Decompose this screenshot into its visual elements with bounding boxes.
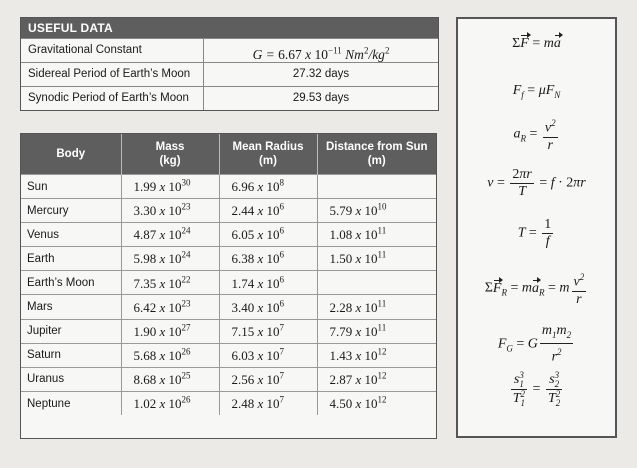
table-row [21,223,436,247]
column-header: Distance from Sun (m) [317,134,436,175]
cell-mass: 5.98 x $10^{24}$ [121,247,219,271]
useful-data-label: Synodic Period of Earth’s Moon [21,87,204,110]
table-header-row [21,134,436,175]
formula-gravitation: $F_G = G$ $\frac{m_1m_2}{r^2}$ [497,323,572,365]
useful-data-row [21,38,438,62]
table-row [21,295,436,319]
cell-distance: 1.43 x $10^{12}$ [317,343,436,367]
cell-distance: 1.50 x $10^{11}$ [317,247,436,271]
useful-data-label: Sidereal Period of Earth’s Moon [21,63,204,86]
cell-body: Venus [21,223,121,247]
cell-distance: 7.79 x $10^{11}$ [317,319,436,343]
cell-body: Neptune [21,391,121,415]
formula-keplers-third-law: s3 1 T2 1 = s3 2 T2 2 [512,370,561,408]
formula-radial-acceleration: $a_R$ = $\frac{v^2}{r}$ [458,115,615,154]
synodic-period-value: 29.53 days [292,92,350,104]
cell-radius: 7.15 x $10^7$ [219,319,317,343]
cell-body: Earth [21,247,121,271]
table-row [21,391,436,415]
cell-radius: 6.05 x $10^6$ [219,223,317,247]
cell-mass: 4.87 x $10^{24}$ [121,223,219,247]
cell-radius: 2.56 x $10^7$ [219,367,317,391]
cell-distance: 1.08 x $10^{11}$ [317,223,436,247]
cell-mass: 6.42 x $10^{23}$ [121,295,219,319]
table-row [21,247,436,271]
formula-panel [456,17,617,438]
cell-body: Mercury [21,199,121,223]
cell-distance [317,271,436,295]
formula-friction: $F_f = \mu F_N$ [512,83,561,100]
cell-mass: 1.02 x $10^{26}$ [121,391,219,415]
cell-body: Sun [21,175,121,199]
formula-orbital-velocity: v = $\frac{2\pi r}{T}$ = f · 2πr [487,167,586,199]
table-row [21,271,436,295]
useful-data-row [21,86,438,110]
cell-body: Uranus [21,367,121,391]
cell-body: Jupiter [21,319,121,343]
cell-distance: 5.79 x $10^{10}$ [317,199,436,223]
planet-data-table-panel [20,133,437,439]
table-body [21,175,436,416]
cell-radius: 6.03 x $10^7$ [219,343,317,367]
useful-data-header: USEFUL DATA [21,18,438,38]
cell-radius: 1.74 x $10^6$ [219,271,317,295]
column-header: Body [21,134,121,175]
cell-radius: 2.48 x $10^7$ [219,391,317,415]
cell-distance: 2.28 x $10^{11}$ [317,295,436,319]
cell-radius: 6.96 x $10^8$ [219,175,317,199]
cell-mass: 3.30 x $10^{23}$ [121,199,219,223]
planet-data-table [21,134,436,415]
sidereal-period-value: 27.32 days [292,68,350,80]
table-row [21,319,436,343]
table-row [21,175,436,199]
cell-radius: 6.38 x $10^6$ [219,247,317,271]
cell-body: Saturn [21,343,121,367]
cell-radius: 3.40 x $10^6$ [219,295,317,319]
cell-mass: 8.68 x $10^{25}$ [121,367,219,391]
cell-mass: 1.99 x $10^{30}$ [121,175,219,199]
useful-data-row [21,62,438,86]
cell-mass: 1.90 x $10^{27}$ [121,319,219,343]
useful-data-label: Gravitational Constant [21,39,204,62]
cell-mass: 5.68 x $10^{26}$ [121,343,219,367]
column-header: Mean Radius (m) [219,134,317,175]
table-row [21,199,436,223]
gravitational-constant-value: G = 6.67 x $10^{-11}$ $Nm^2/kg^2$ [252,45,390,62]
column-header: Mass (kg) [121,134,219,175]
formula-net-force: ΣF = ma [512,36,561,51]
cell-radius: 2.44 x $10^6$ [219,199,317,223]
table-row [21,367,436,391]
cell-mass: 7.35 x $10^{22}$ [121,271,219,295]
cell-distance [317,175,436,199]
table-row [21,343,436,367]
formula-period: T = $\frac{1}{f}$ [517,217,552,249]
formula-centripetal-force: $\Sigma F_R = ma_R = m$ $\frac{v^2}{r}$ [458,269,615,308]
cell-distance: 2.87 x $10^{12}$ [317,367,436,391]
cell-distance: 4.50 x $10^{12}$ [317,391,436,415]
cell-body: Earth’s Moon [21,271,121,295]
cell-body: Mars [21,295,121,319]
useful-data-panel [20,17,439,111]
